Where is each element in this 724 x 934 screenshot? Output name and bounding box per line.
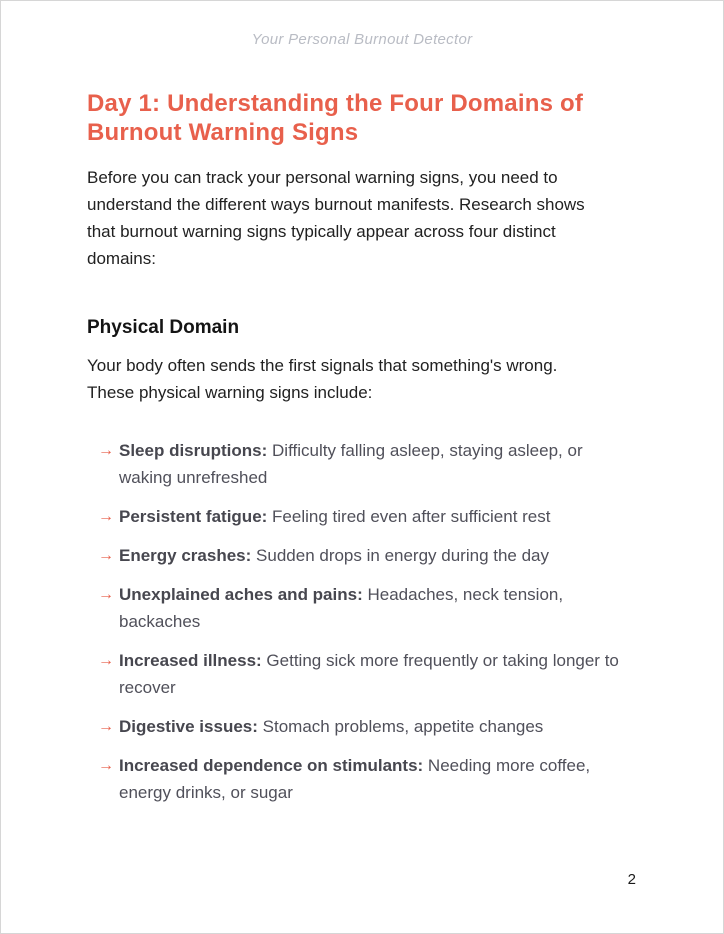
running-header: Your Personal Burnout Detector [251, 31, 473, 48]
list-item-label: Digestive issues [119, 717, 253, 736]
arrow-bullet-icon: → [98, 508, 114, 525]
list-item-text: Sudden drops in energy during the day [256, 546, 550, 565]
list-item-label: Sleep disruptions [119, 441, 262, 460]
list-item-label: Increased dependence on stimulants [119, 756, 418, 775]
arrow-bullet-icon: → [98, 757, 114, 774]
arrow-bullet-icon: → [98, 652, 114, 669]
list-item-label: Increased illness [119, 651, 257, 670]
list-item-separator: : [357, 585, 368, 604]
page-title: Day 1: Understanding the Four Domains of Burnout Warning Signs [87, 90, 584, 146]
list-item [98, 542, 637, 569]
arrow-bullet-icon: → [98, 718, 114, 735]
arrow-bullet-icon: → [98, 547, 114, 564]
page-number: 2 [627, 871, 636, 888]
list-item-body [119, 647, 634, 701]
arrow-bullet-icon: → [98, 442, 114, 459]
list-item-body [119, 713, 543, 740]
page-content [87, 89, 637, 806]
list-item-separator: : [417, 756, 428, 775]
list-item-label: Energy crashes [119, 546, 246, 565]
list-item [98, 752, 637, 806]
list-item-text: Headaches, neck tension, backaches [119, 585, 564, 631]
list-item-body [119, 503, 551, 530]
list-item-separator: : [261, 441, 273, 460]
arrow-bullet-icon: → [98, 586, 114, 603]
list-item-body [119, 581, 634, 635]
list-item-separator: : [252, 717, 263, 736]
intro-paragraph: Before you can track your personal warning signs, you need to understand the different ways burnout manifests. Research shows that burnout warning signs typically appear across four distinct domains: [87, 168, 585, 268]
list-item [98, 581, 637, 635]
list-item [98, 713, 637, 740]
list-item-separator: : [256, 651, 267, 670]
list-item [98, 647, 637, 701]
list-item-label: Unexplained aches and pains [119, 585, 358, 604]
section-heading: Physical Domain [87, 317, 240, 338]
list-item-separator: : [261, 507, 273, 526]
list-item-text: Needing more coffee, energy drinks, or sugar [119, 756, 591, 802]
list-item [98, 437, 637, 491]
section-lead-paragraph: Your body often sends the first signals that something's wrong. These physical warning signs include: [87, 356, 558, 402]
list-item-label: Persistent fatigue [119, 507, 262, 526]
list-item-separator: : [245, 546, 257, 565]
warning-signs-list [87, 437, 637, 806]
list-item-body [119, 542, 549, 569]
list-item-body [119, 752, 634, 806]
list-item [98, 503, 637, 530]
list-item-body [119, 437, 634, 491]
list-item-text: Getting sick more frequently or taking longer to recover [119, 651, 619, 697]
list-item-text: Stomach problems, appetite changes [262, 717, 544, 736]
list-item-text: Feeling tired even after sufficient rest [272, 507, 551, 526]
list-item-text: Difficulty falling asleep, staying asleep, or waking unrefreshed [119, 441, 583, 487]
